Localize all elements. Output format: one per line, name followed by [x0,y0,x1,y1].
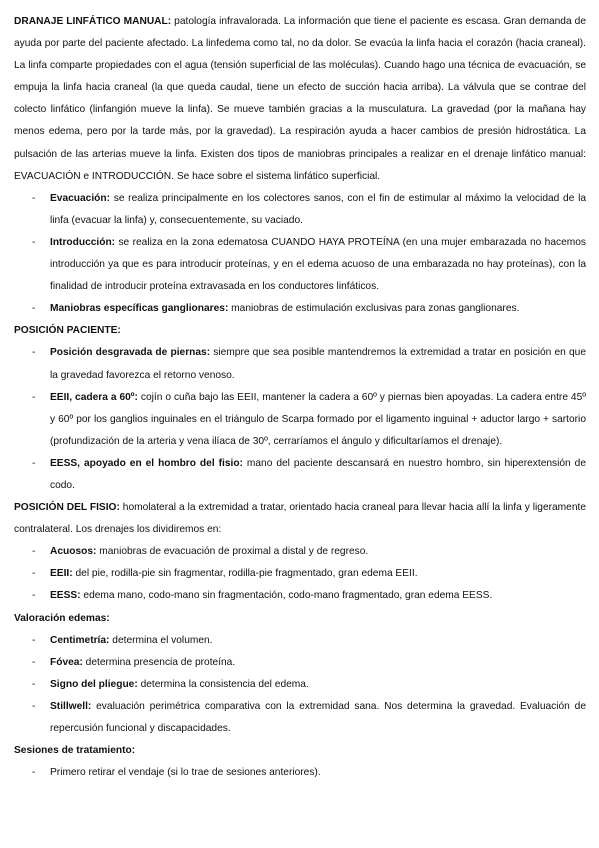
list-item [14,696,586,740]
bullet-dash: - [32,303,36,315]
item-term: EESS, apoyado en el hombro del fisio: [50,457,243,469]
drenajes-list [14,541,586,607]
item-term: EESS: [50,590,81,602]
item-text: siempre que sea posible mantendremos la extremidad a tratar en posición en que la gravedad favorezca el retorno venoso. [50,347,586,381]
bullet-dash: - [32,236,36,248]
item-text: maniobras de estimulación exclusivas para zonas ganglionares. [228,303,520,315]
item-term: Maniobras específicas ganglionares: [50,303,229,315]
bullet-dash: - [32,457,36,469]
list-item [14,762,586,784]
list-item [14,232,586,298]
item-text: evaluación perimétrica comparativa con la extremidad sana. Nos determina la gravedad. Evaluación de repercusión funcional y discapacidades. [50,700,586,734]
item-text: se realiza en la zona edematosa CUANDO HAYA PROTEÍNA (en una mujer embarazada no hacemos introducción ya que es para introducir proteínas, y en el edema acuoso de una embarazada no hay proteínas), con la finalidad de introducir proteína extravasada en los conductores linfáticos. [50,236,586,293]
posicion-fisio-paragraph [14,497,586,541]
item-term: Stillwell: [50,700,92,712]
intro-paragraph [14,11,586,188]
list-item [14,453,586,497]
item-text: del pie, rodilla-pie sin fragmentar, rodilla-pie fragmentado, gran edema EEII. [72,568,418,580]
list-item [14,387,586,453]
list-item [14,342,586,386]
list-item [14,563,586,585]
item-term: Acuosos: [50,546,97,558]
list-item [14,298,586,320]
item-text: determina presencia de proteína. [82,656,236,668]
bullet-dash: - [32,656,36,668]
item-text: determina la consistencia del edema. [137,678,309,690]
posicion-paciente-list [14,342,586,497]
section-text: homolateral a la extremidad a tratar, orientado hacia craneal para llevar hacia allí la linfa y ligeramente contralateral. Los drenajes los dividiremos en: [14,502,586,536]
bullet-dash: - [32,700,36,712]
bullet-dash: - [32,634,36,646]
list-item [14,674,586,696]
item-text: maniobras de evacuación de proximal a distal y de regreso. [96,546,369,558]
item-term: EEII: [50,568,73,580]
list-item [14,630,586,652]
list-item [14,652,586,674]
item-term: Posición desgravada de piernas: [50,347,211,359]
bullet-dash: - [32,546,36,558]
section-heading: POSICIÓN DEL FISIO: [14,502,120,514]
section-heading: POSICIÓN PACIENTE: [14,325,121,337]
bullet-dash: - [32,347,36,359]
item-text: determina el volumen. [109,634,213,646]
intro-text: patología infravalorada. La información que tiene el paciente es escasa. Gran demanda de ayuda por parte del paciente afectado. La linfedema como tal, no da dolor. Se evacúa la linfa hacia el corazón (hacia craneal). La linfa comparte propiedades con el agua (tensión superficial de las moléculas). Cuando hago una técnica de evacuación, se empuja la linfa hacia craneal (la que queda caudal, tiene un efecto de succión hacia arriba). La válvula que se contrae del colecto linfático (linfangión mueve la linfa). Se mueve también gracias a la musculatura. La gravedad (por la mañana hay menos edema, pero por la tarde más, por la gravedad). La respiración ayuda a hacer cambios de presión hidrostática. La pulsación de las arterias mueve la linfa. Existen dos tipos de maniobras principales a realizar en el drenaje linfático manual: EVACUACIÓN e INTRODUCCIÓN. Se hace sobre el sistema linfático superficial. [14,16,586,182]
item-term: Centimetría: [50,634,110,646]
section-heading: Sesiones de tratamiento: [14,745,136,757]
bullet-dash: - [32,192,36,204]
item-text: cojín o cuña bajo las EEII, mantener la cadera a 60º y piernas bien apoyadas. La cadera entre 45º y 60º por los ganglios inguinales en el triángulo de Scarpa formado por el ligamento inguinal + aductor largo + sartorio (profundización de la arteria y vena ilíaca de 30º, cerraríamos el ángulo y dificultaríamos el drenaje). [50,391,586,447]
item-text: Primero retirar el vendaje (si lo trae de sesiones anteriores). [50,767,321,779]
item-term: EEII, cadera a 60º: [50,391,138,403]
bullet-dash: - [32,767,36,779]
item-term: Signo del pliegue: [50,678,138,690]
list-item [14,585,586,607]
sesiones-list [14,762,586,784]
valoracion-list [14,630,586,740]
item-term: Introducción: [50,236,116,248]
intro-title: DRANAJE LINFÁTICO MANUAL: [14,16,172,27]
bullet-dash: - [32,568,36,580]
item-text: se realiza principalmente en los colectores sanos, con el fin de estimular al máximo la velocidad de la linfa (evacuar la linfa) y, consecuentemente, su vaciado. [50,192,586,226]
list-item [14,541,586,563]
section-heading: Valoración edemas: [14,612,110,624]
bullet-dash: - [32,590,36,602]
item-text: edema mano, codo-mano sin fragmentación, codo-mano fragmentado, gran edema EESS. [80,590,493,602]
bullet-dash: - [32,391,36,403]
item-text: mano del paciente descansará en nuestro hombro, sin hiperextensión de codo. [50,457,586,491]
bullet-dash: - [32,678,36,690]
item-term: Fóvea: [50,656,83,668]
item-term: Evacuación: [50,192,111,204]
list-item [14,188,586,232]
maniobras-list [14,188,586,321]
document-page [14,11,586,784]
